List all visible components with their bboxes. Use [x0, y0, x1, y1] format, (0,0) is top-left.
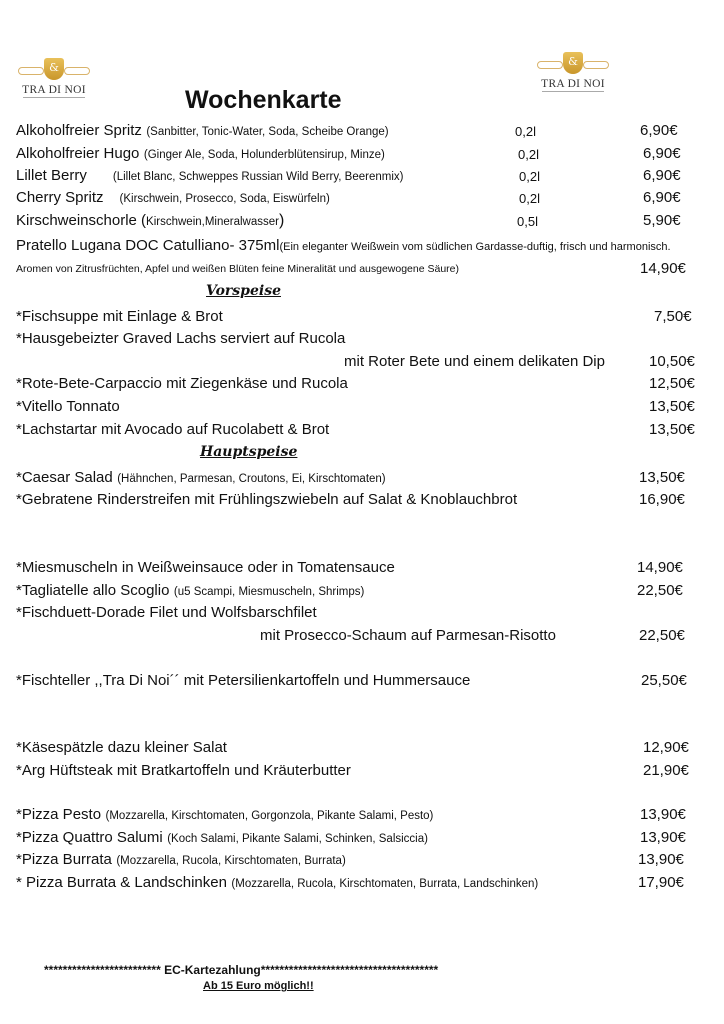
volume: 0,2l: [518, 147, 539, 162]
list-item-continuation: mit Roter Bete und einem delikaten Dip: [344, 353, 605, 370]
list-item: Pratello Lugana DOC Catulliano- 375ml(Ein eleganter Weißwein vom südlichen Gardasse-duftig, frisch und harmonisch.: [16, 237, 671, 254]
crest-icon: &: [535, 52, 611, 78]
section-heading-starters: Vorspeise: [206, 283, 281, 299]
list-item: *Tagliatelle allo Scoglio (u5 Scampi, Miesmuscheln, Shrimps): [16, 582, 365, 599]
volume: 0,2l: [519, 191, 540, 206]
list-item: *Gebratene Rinderstreifen mit Frühlingszwiebeln auf Salat & Knoblauchbrot: [16, 491, 518, 508]
price: 13,90€: [640, 806, 686, 823]
price: 14,90€: [637, 559, 683, 576]
price: 21,90€: [643, 762, 689, 779]
restaurant-logo-right: [535, 52, 611, 102]
list-item: *Fischsuppe mit Einlage & Brot: [16, 308, 223, 325]
list-item: *Käsespätzle dazu kleiner Salat: [16, 739, 227, 756]
list-item: Alkoholfreier Spritz (Sanbitter, Tonic-Water, Soda, Scheibe Orange): [16, 122, 389, 139]
list-item: *Pizza Pesto (Mozzarella, Kirschtomaten, Gorgonzola, Pikante Salami, Pesto): [16, 806, 434, 823]
payment-minimum: Ab 15 Euro möglich!!: [203, 980, 314, 992]
price: 16,90€: [639, 491, 685, 508]
price: 6,90€: [643, 189, 681, 206]
list-item: Alkoholfreier Hugo (Ginger Ale, Soda, Holunderblütensirup, Minze): [16, 145, 385, 162]
list-item: *Miesmuscheln in Weißweinsauce oder in Tomatensauce: [16, 559, 395, 576]
list-item: *Caesar Salad (Hähnchen, Parmesan, Croutons, Ei, Kirschtomaten): [16, 469, 386, 486]
price: 22,50€: [639, 627, 685, 644]
volume: 0,2l: [515, 124, 536, 139]
price: 13,50€: [639, 469, 685, 486]
price: 12,50€: [649, 375, 695, 392]
price: 14,90€: [640, 260, 686, 277]
list-item: *Arg Hüftsteak mit Bratkartoffeln und Kräuterbutter: [16, 762, 351, 779]
list-item: *Rote-Bete-Carpaccio mit Ziegenkäse und Rucola: [16, 375, 348, 392]
crest-icon: &: [16, 58, 92, 84]
price: 6,90€: [643, 145, 681, 162]
volume: 0,2l: [519, 169, 540, 184]
volume: 0,5l: [517, 214, 538, 229]
price: 17,90€: [638, 874, 684, 891]
price: 10,50€: [649, 353, 695, 370]
price: 13,50€: [649, 421, 695, 438]
logo-name: TRA DI NOI: [22, 84, 86, 96]
list-item: Kirschweinschorle (Kirschwein,Mineralwasser): [16, 212, 285, 229]
list-item-continuation: mit Prosecco-Schaum auf Parmesan-Risotto: [260, 627, 556, 644]
wine-description: Aromen von Zitrusfrüchten, Apfel und weißen Blüten feine Mineralität und ausgewogene Säure): [16, 263, 460, 275]
list-item: Cherry Spritz (Kirschwein, Prosecco, Soda, Eiswürfeln): [16, 189, 330, 206]
list-item: Lillet Berry (Lillet Blanc, Schweppes Russian Wild Berry, Beerenmix): [16, 167, 404, 184]
list-item: * Pizza Burrata & Landschinken (Mozzarella, Rucola, Kirschtomaten, Burrata, Landschinken): [16, 874, 539, 891]
logo-name: TRA DI NOI: [541, 78, 605, 90]
list-item: *Lachstartar mit Avocado auf Rucolabett & Brot: [16, 421, 330, 438]
list-item: *Fischteller ,,Tra Di Noi´´ mit Petersilienkartoffeln und Hummersauce: [16, 672, 471, 689]
price: 6,90€: [643, 167, 681, 184]
page-title: Wochenkarte: [185, 86, 342, 114]
list-item: *Hausgebeizter Graved Lachs serviert auf Rucola: [16, 330, 346, 347]
list-item: *Vitello Tonnato: [16, 398, 120, 415]
price: 7,50€: [654, 308, 692, 325]
restaurant-logo-left: [16, 58, 92, 108]
price: 6,90€: [640, 122, 678, 139]
price: 12,90€: [643, 739, 689, 756]
payment-note: ************************* EC-Kartezahlung**************************************: [44, 963, 439, 977]
price: 13,50€: [649, 398, 695, 415]
list-item: *Pizza Quattro Salumi (Koch Salami, Pikante Salami, Schinken, Salsiccia): [16, 829, 428, 846]
price: 22,50€: [637, 582, 683, 599]
price: 5,90€: [643, 212, 681, 229]
price: 13,90€: [640, 829, 686, 846]
section-heading-mains: Hauptspeise: [200, 444, 298, 460]
price: 13,90€: [638, 851, 684, 868]
price: 25,50€: [641, 672, 687, 689]
list-item: *Fischduett-Dorade Filet und Wolfsbarschfilet: [16, 604, 317, 621]
list-item: *Pizza Burrata (Mozzarella, Rucola, Kirschtomaten, Burrata): [16, 851, 346, 868]
